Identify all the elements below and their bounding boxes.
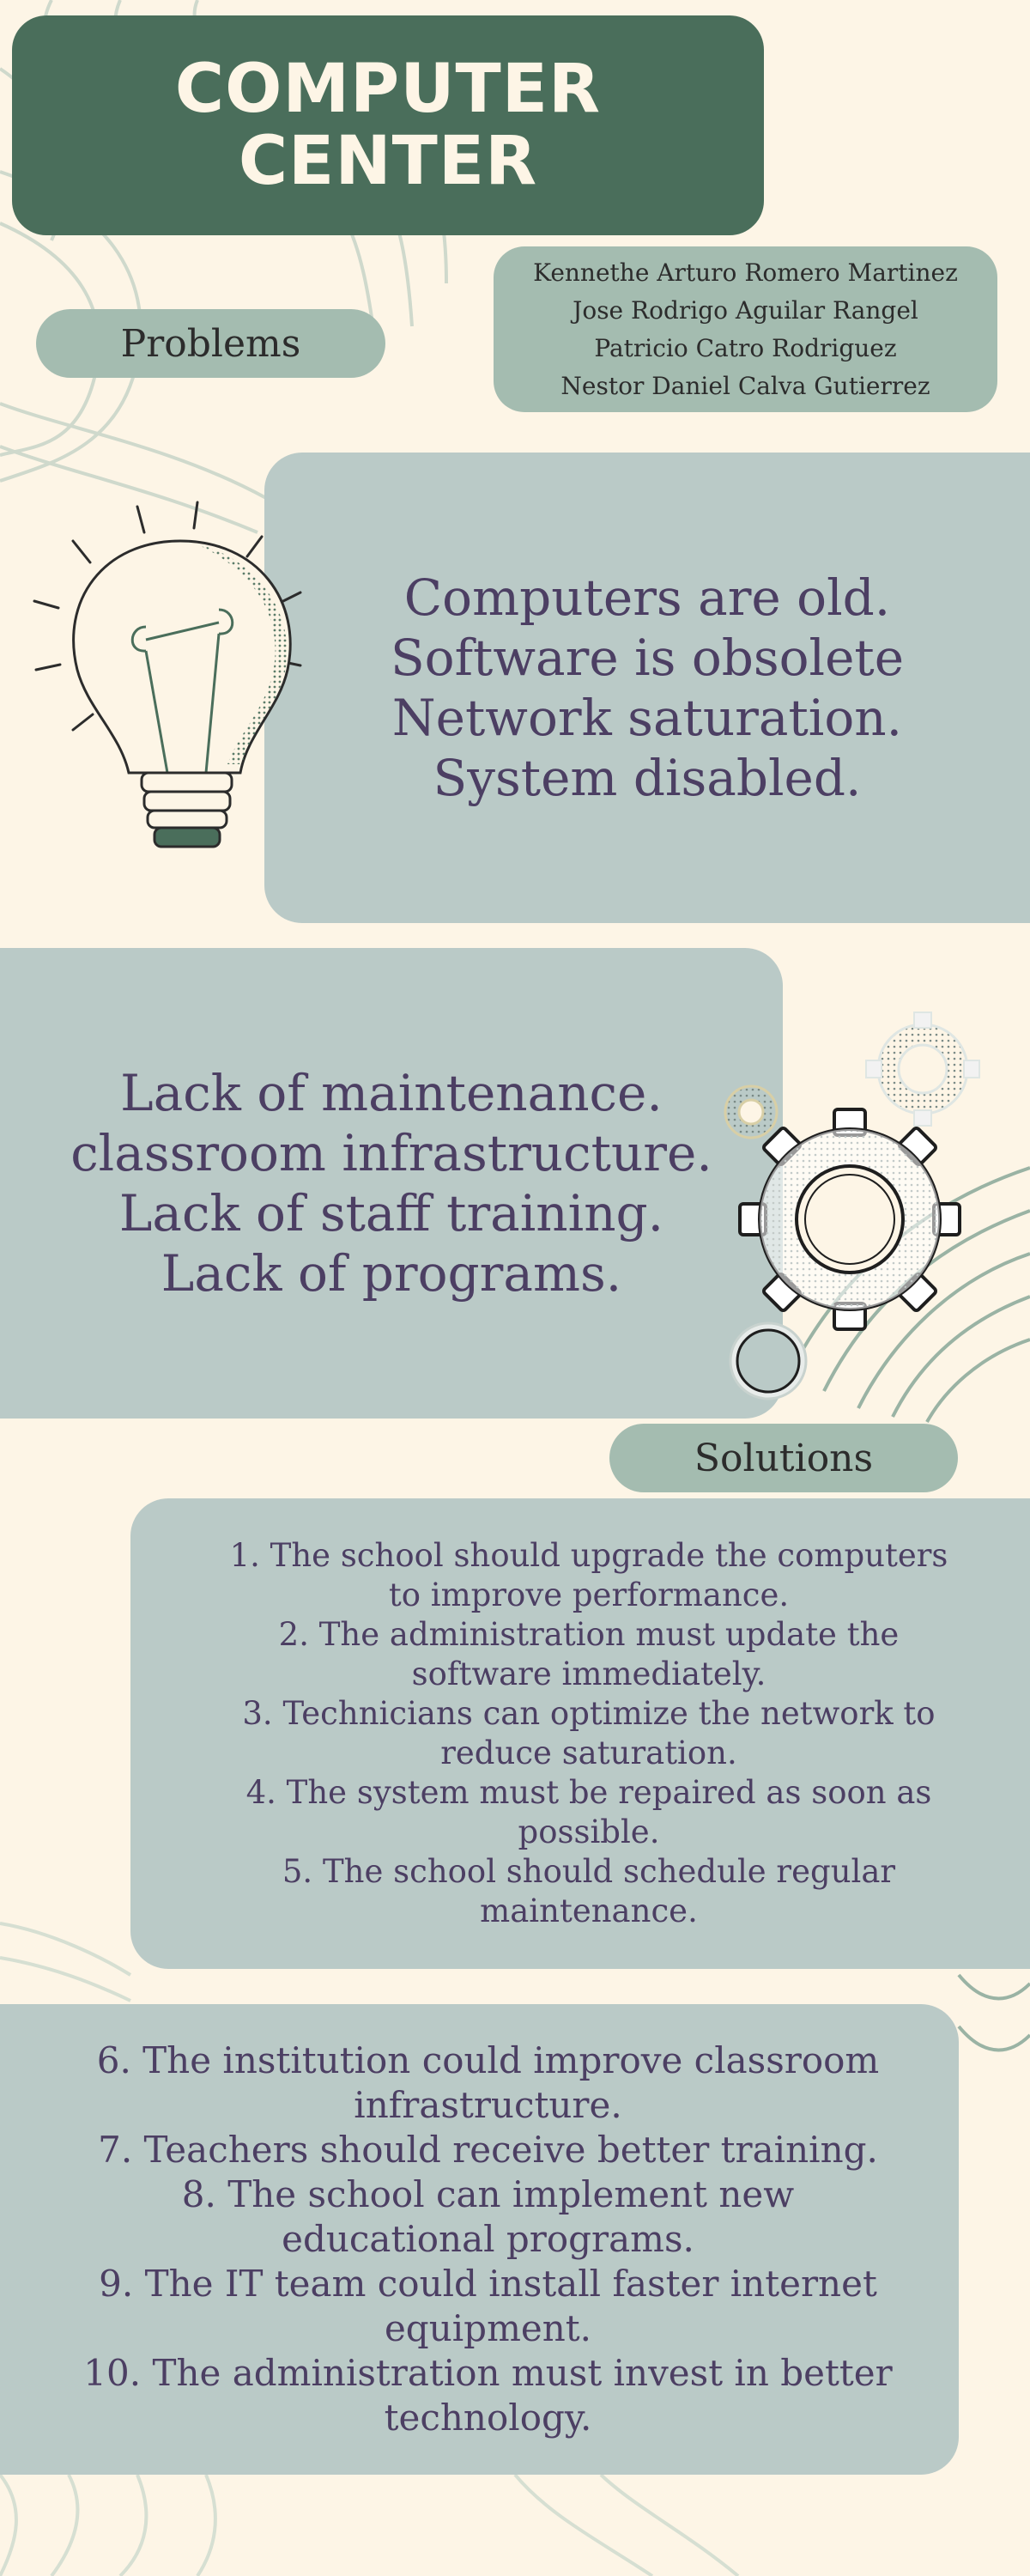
problem-item: System disabled. — [433, 749, 862, 807]
solutions-panel-1 — [130, 1498, 1030, 1969]
problems-panel-2 — [0, 948, 783, 1419]
solution-item: 2. The administration must update the software immediately. — [278, 1616, 900, 1692]
solutions-panel-2 — [0, 2004, 959, 2475]
solution-item: 9. The IT team could install faster internet equipment. — [99, 2263, 877, 2349]
solutions-label: Solutions — [609, 1424, 958, 1492]
lightbulb-icon — [26, 489, 326, 850]
solution-item: 6. The institution could improve classroom infrastructure. — [96, 2039, 880, 2126]
solution-item: 8. The school can implement new educational programs. — [181, 2173, 795, 2260]
problems-label: Problems — [36, 309, 385, 378]
author-name: Kennethe Arturo Romero Martinez — [533, 258, 958, 287]
problems-panel-1 — [264, 453, 1030, 923]
problem-item: classroom infrastructure. — [70, 1124, 712, 1182]
authors-box — [494, 246, 997, 412]
author-name: Patricio Catro Rodriguez — [594, 333, 897, 362]
solution-item: 7. Teachers should receive better training. — [98, 2129, 878, 2171]
problem-item: Computers are old. — [403, 568, 891, 627]
solution-item: 4. The system must be repaired as soon as possible. — [245, 1774, 932, 1850]
problem-item: Network saturation. — [391, 689, 903, 747]
problem-item: Software is obsolete — [390, 629, 905, 687]
solution-item: 1. The school should upgrade the computers to improve performance. — [229, 1537, 948, 1613]
title-line: COMPUTER — [174, 51, 602, 128]
gears-icon — [704, 1009, 1013, 1413]
problem-item: Lack of staff training. — [118, 1184, 664, 1242]
title-line: CENTER — [238, 123, 538, 200]
solution-item: 10. The administration must invest in better technology. — [83, 2352, 893, 2439]
solution-item: 5. The school should schedule regular maintenance. — [282, 1853, 896, 1929]
problem-item: Lack of maintenance. — [120, 1064, 663, 1122]
author-name: Jose Rodrigo Aguilar Rangel — [573, 295, 918, 325]
problem-item: Lack of programs. — [161, 1244, 622, 1303]
title-banner — [12, 15, 764, 235]
author-name: Nestor Daniel Calva Gutierrez — [560, 371, 930, 400]
solution-item: 3. Technicians can optimize the network to reduce saturation. — [242, 1695, 936, 1771]
